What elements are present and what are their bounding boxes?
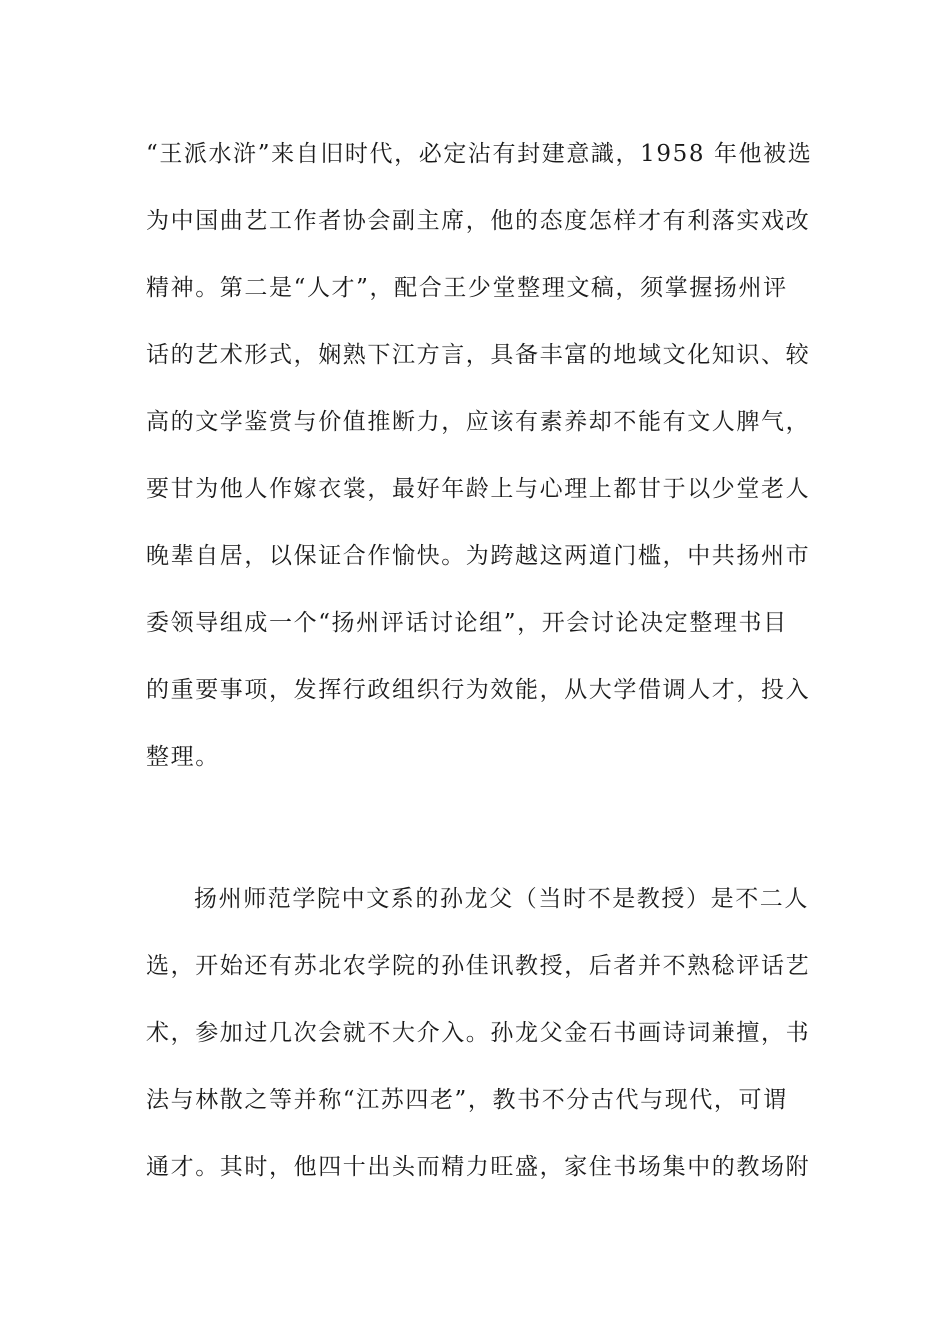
text-line-indented: 扬州师范学院中文系的孙龙父（当时不是教授）是不二人 — [194, 886, 809, 912]
text-line: 通才。其时，他四十出头而精力旺盛，家住书场集中的教场附 — [146, 1154, 811, 1180]
paragraph-continued — [146, 121, 813, 791]
text-line: “王派水浒”来自旧时代，必定沾有封建意識，1958 年他被选 — [146, 141, 813, 167]
text-line: 委领导组成一个“扬州评话讨论组”，开会讨论决定整理书目 — [146, 610, 788, 636]
text-line: 为中国曲艺工作者协会副主席，他的态度怎样才有利落实戏改 — [146, 208, 811, 234]
text-line: 晚辈自居，以保证合作愉快。为跨越这两道门槛，中共扬州市 — [146, 543, 811, 569]
text-line: 精神。第二是“人才”，配合王少堂整理文稿，须掌握扬州评 — [146, 275, 788, 301]
text-line: 术，参加过几次会就不大介入。孙龙父金石书画诗词兼擅，书 — [146, 1020, 811, 1046]
text-line: 话的艺术形式，娴熟下江方言，具备丰富的地域文化知识、较 — [146, 342, 811, 368]
text-line: 整理。 — [146, 744, 220, 770]
paragraph-sun-longfu — [146, 866, 811, 1201]
text-line: 选，开始还有苏北农学院的孙佳讯教授，后者并不熟稔评话艺 — [146, 953, 811, 979]
text-line: 高的文学鉴赏与价值推断力，应该有素养却不能有文人脾气， — [146, 409, 811, 435]
text-line: 要甘为他人作嫁衣裳，最好年龄上与心理上都甘于以少堂老人 — [146, 476, 811, 502]
text-line: 的重要事项，发挥行政组织行为效能，从大学借调人才，投入 — [146, 677, 811, 703]
text-line: 法与林散之等并称“江苏四老”，教书不分古代与现代，可谓 — [146, 1087, 788, 1113]
